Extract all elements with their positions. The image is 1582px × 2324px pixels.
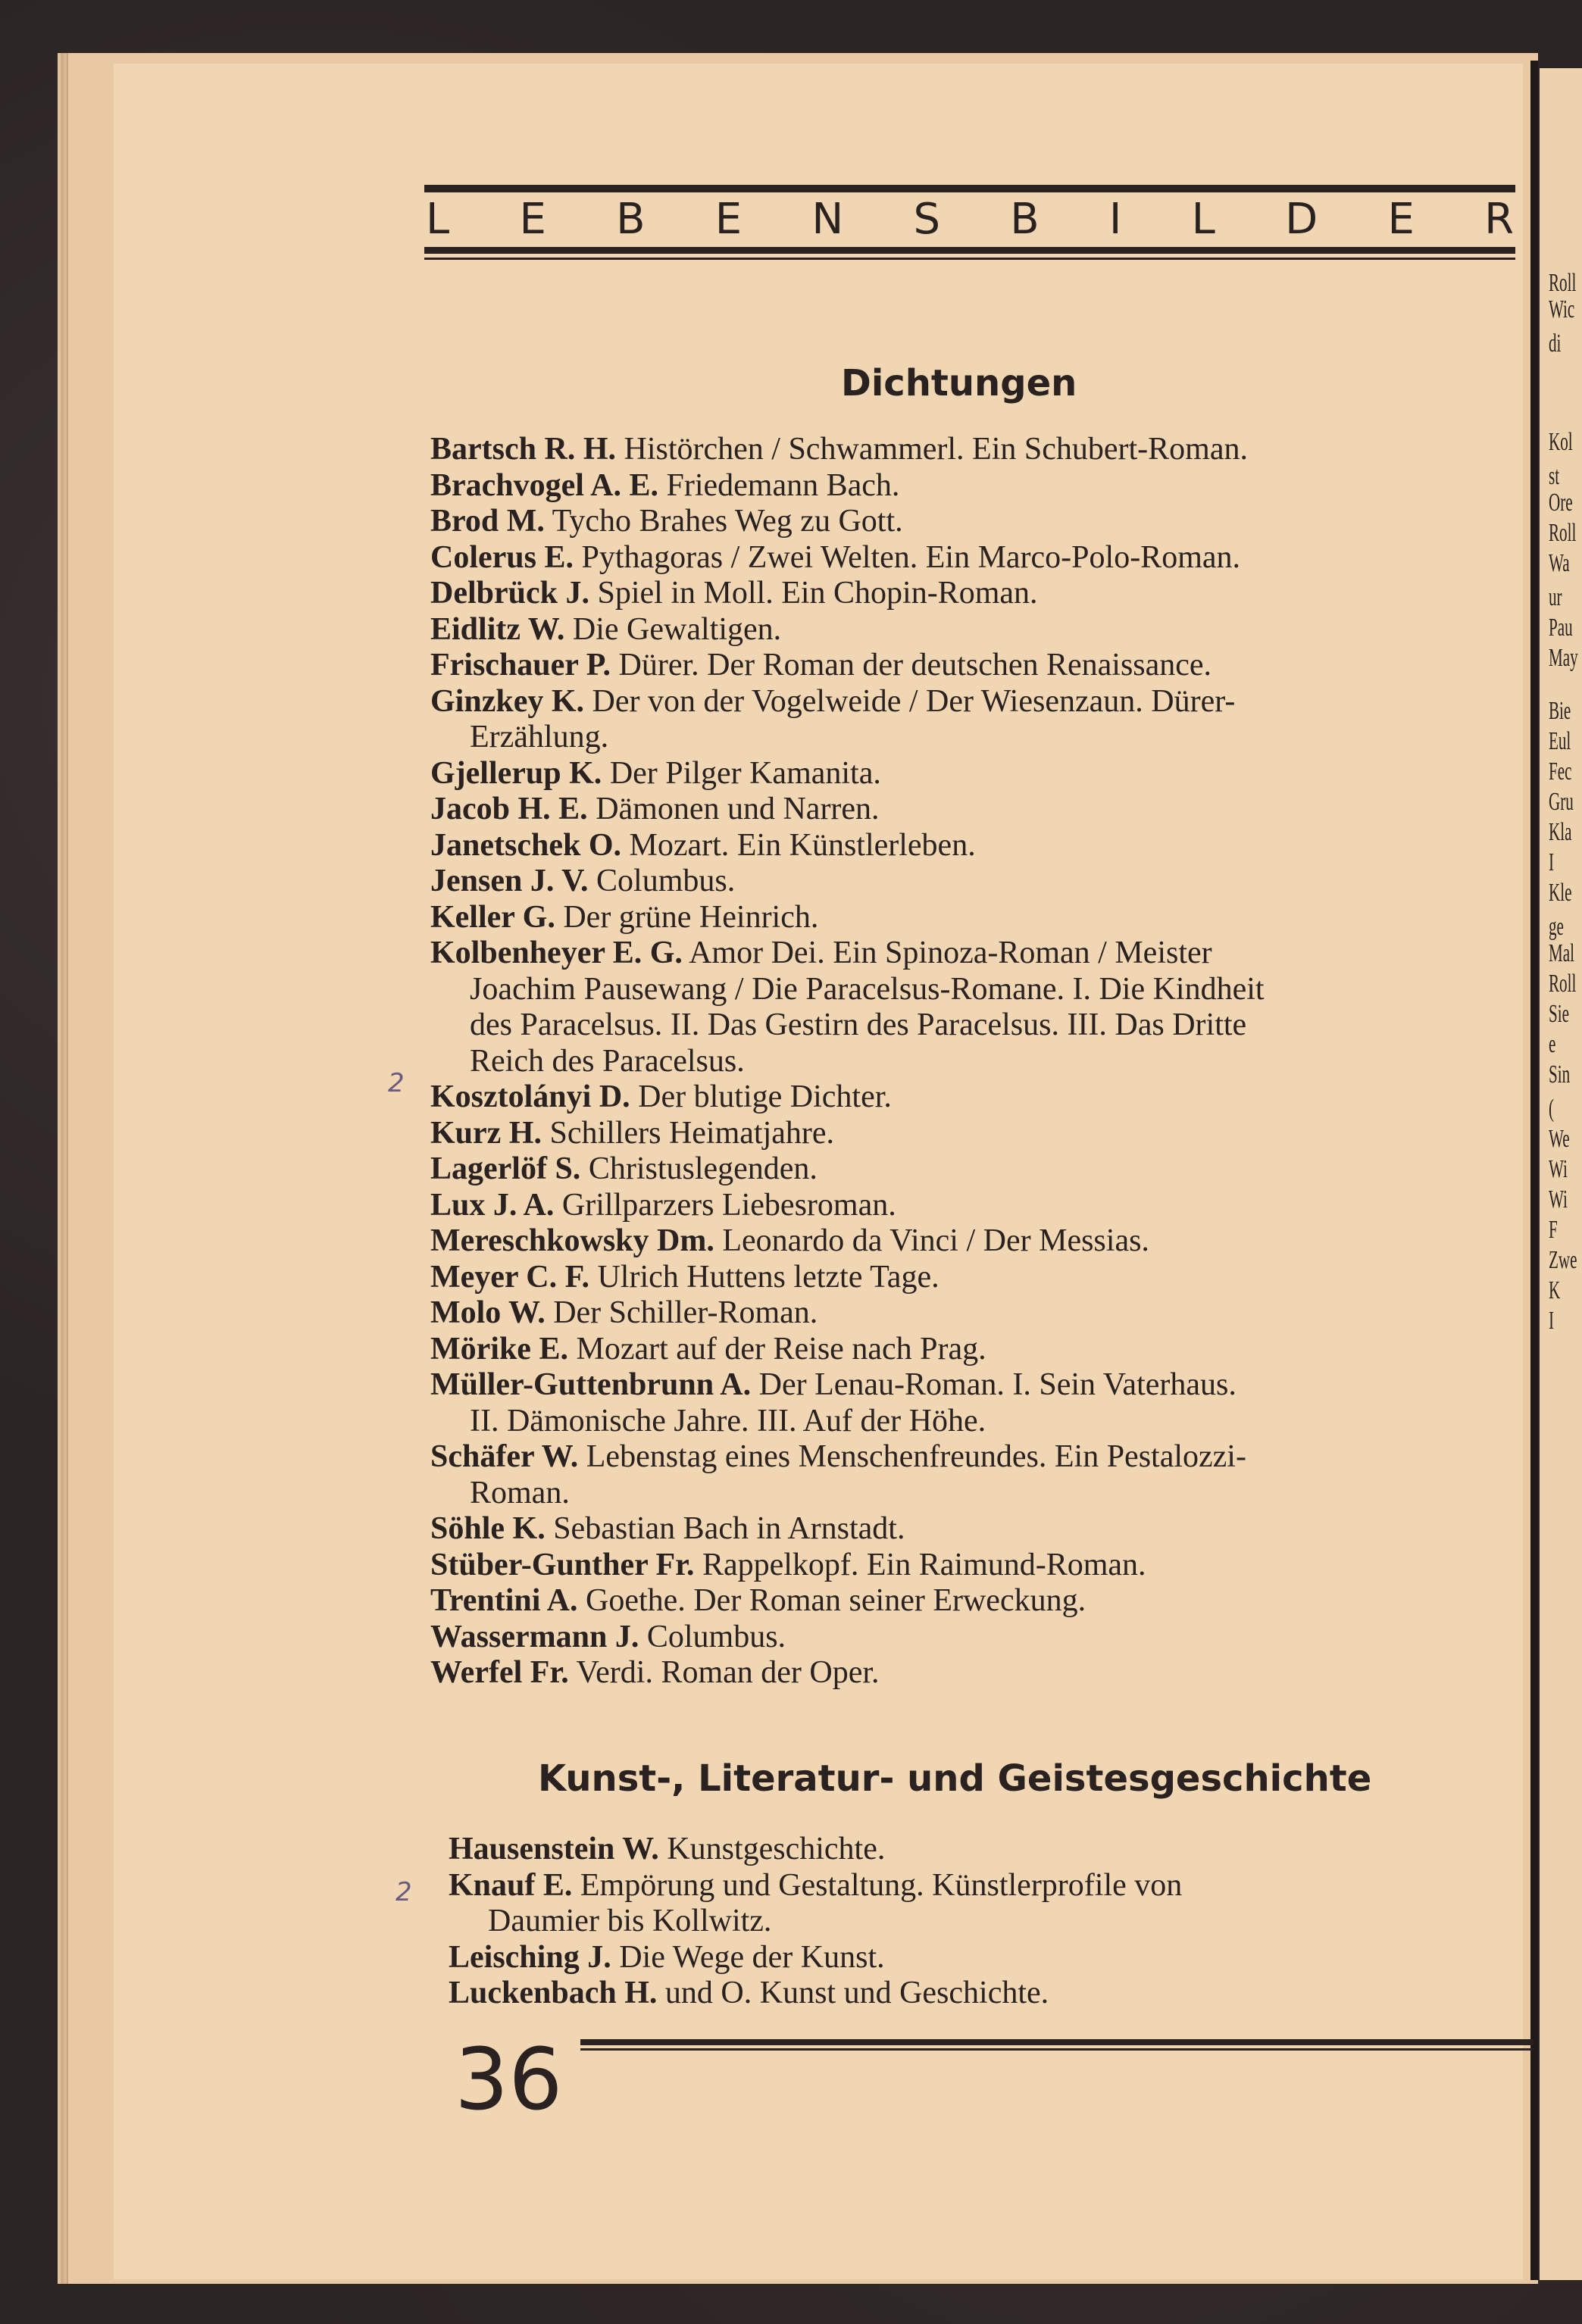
entry-title: Amor Dei. Ein Spinoza-Roman / Meister: [689, 936, 1212, 970]
running-header: [426, 195, 1514, 244]
entry-title: Columbus.: [596, 864, 736, 898]
next-page-text: Roll: [1549, 519, 1577, 547]
entry-author: Hausenstein W.: [449, 1832, 659, 1866]
header-letter: B: [1010, 195, 1040, 244]
entry-author: Wassermann J.: [430, 1619, 639, 1654]
next-page-text: Wi: [1549, 1155, 1568, 1183]
entry-author: Lux J. A.: [430, 1187, 555, 1223]
entry-author: Keller G.: [430, 899, 555, 935]
entry-title: Der grüne Heinrich.: [563, 899, 819, 935]
bibliography-entry: [430, 1151, 1265, 1188]
next-page-text: Kla: [1549, 818, 1572, 846]
entry-title: Lebenstag eines Menschenfreundes. Ein Pestalozzi-: [586, 1439, 1246, 1474]
bibliography-entry: [430, 1548, 1265, 1584]
entry-title: Der Lenau-Roman. I. Sein Vaterhaus.: [758, 1367, 1237, 1402]
bibliography-entry: [430, 1439, 1265, 1511]
next-page-text: K: [1549, 1276, 1561, 1304]
entry-author: Mereschkowsky Dm.: [430, 1223, 714, 1258]
bibliography-entry: [449, 1976, 1182, 2012]
bibliography-entry: [430, 1620, 1265, 1656]
bibliography-entry: [430, 540, 1265, 576]
entry-title: II. Dämonische Jahre. III. Auf der Höhe.: [470, 1403, 986, 1438]
next-page-text: Fec: [1549, 757, 1572, 786]
header-letter: E: [714, 195, 743, 244]
entry-title: Pythagoras / Zwei Welten. Ein Marco-Polo-Roman.: [581, 539, 1241, 575]
header-letter: S: [913, 195, 941, 244]
entry-author: Ginzkey K.: [430, 683, 585, 719]
entry-title: Joachim Pausewang / Die Paracelsus-Romane. I. Die Kindheit: [470, 971, 1265, 1007]
next-page-text: Zwe: [1549, 1246, 1577, 1274]
next-page-text: Wi: [1549, 1185, 1568, 1214]
next-page-text: Gru: [1549, 788, 1574, 816]
entry-title: Erzählung.: [470, 720, 609, 754]
entry-author: Knauf E.: [449, 1867, 573, 1903]
entry-title: Grillparzers Liebesroman.: [561, 1187, 896, 1223]
entry-title: Reich des Paracelsus.: [470, 1043, 745, 1079]
margin-note: 2: [388, 1068, 405, 1098]
entry-title: Friedemann Bach.: [666, 467, 900, 503]
next-page-text: May: [1549, 644, 1578, 672]
entry-title: Schillers Heimatjahre.: [549, 1115, 835, 1151]
next-page-text: Pau: [1549, 614, 1573, 642]
entries-dichtungen: [430, 432, 1265, 1691]
header-letter: I: [1108, 195, 1122, 244]
bibliography-entry: [430, 504, 1265, 540]
next-page-text: di: [1549, 330, 1562, 358]
bibliography-entry: [449, 1868, 1182, 1940]
entry-title: Kunstgeschichte.: [667, 1832, 886, 1866]
bibliography-entry: [430, 1332, 1265, 1368]
entry-author: Bartsch R. H.: [430, 432, 616, 467]
next-page-text: (: [1549, 1095, 1555, 1123]
entries-kunst: [449, 1832, 1182, 2012]
next-page-text: st: [1549, 462, 1560, 490]
entry-author: Trentini A.: [430, 1583, 578, 1618]
entry-author: Brachvogel A. E.: [430, 467, 658, 503]
bibliography-entry: [430, 1367, 1265, 1439]
entry-title: Tycho Brahes Weg zu Gott.: [552, 504, 903, 539]
bibliography-entry: [430, 612, 1265, 648]
next-page-text: Kol: [1549, 428, 1573, 456]
entry-title: Die Gewaltigen.: [572, 611, 782, 647]
header-letter: L: [1191, 195, 1215, 244]
entry-author: Meyer C. F.: [430, 1259, 589, 1295]
entry-author: Janetschek O.: [430, 827, 621, 863]
entry-title: Leonardo da Vinci / Der Messias.: [722, 1223, 1149, 1258]
next-page-text: Bie: [1549, 697, 1571, 725]
entry-author: Lagerlöf S.: [430, 1151, 581, 1186]
bibliography-entry: [430, 900, 1265, 936]
bibliography-entry: [430, 1223, 1265, 1260]
next-page-text: F: [1549, 1216, 1558, 1244]
entry-author: Leisching J.: [449, 1939, 611, 1975]
next-page-text: Roll: [1549, 970, 1577, 998]
margin-note: 2: [396, 1877, 412, 1907]
next-page-text: ge: [1549, 913, 1564, 941]
entry-title: des Paracelsus. II. Das Gestirn des Paracelsus. III. Das Dritte: [470, 1007, 1247, 1042]
header-rule-bottom: [424, 247, 1515, 254]
section-title-kunst: Kunst-, Literatur- und Geistesgeschichte: [538, 1757, 1372, 1800]
bibliography-entry: [430, 468, 1265, 504]
bibliography-entry: [430, 864, 1265, 900]
bibliography-entry: [449, 1940, 1182, 1976]
entry-title: Der Pilger Kamanita.: [609, 755, 881, 791]
bibliography-entry: [430, 756, 1265, 792]
entry-author: Gjellerup K.: [430, 755, 602, 791]
entry-author: Jensen J. V.: [430, 864, 589, 898]
next-page-text: Wic: [1549, 295, 1575, 323]
entry-title: Christuslegenden.: [588, 1151, 818, 1186]
header-letter: L: [426, 195, 450, 244]
next-page-fragment: [1538, 68, 1582, 2280]
bibliography-entry: [430, 936, 1265, 1079]
next-page-text: Eul: [1549, 727, 1571, 755]
entry-author: Kolbenheyer E. G.: [430, 936, 683, 970]
entry-title: Sebastian Bach in Arnstadt.: [553, 1511, 905, 1546]
entry-title: Der blutige Dichter.: [638, 1079, 892, 1114]
entry-title: Rappelkopf. Ein Raimund-Roman.: [702, 1547, 1146, 1582]
entry-author: Müller-Guttenbrunn A.: [430, 1367, 752, 1402]
entry-title: und O. Kunst und Geschichte.: [664, 1976, 1049, 2010]
bibliography-entry: [430, 1188, 1265, 1224]
header-letter: E: [519, 195, 546, 244]
entry-author: Eidlitz W.: [430, 611, 565, 647]
entry-title: Der Schiller-Roman.: [553, 1295, 818, 1330]
bibliography-entry: [430, 1295, 1265, 1332]
entry-author: Jacob H. E.: [430, 792, 588, 826]
entry-author: Kosztolányi D.: [430, 1079, 630, 1114]
next-page-text: Wa: [1549, 549, 1570, 577]
next-page-text: Mal: [1549, 939, 1574, 967]
bibliography-entry: [430, 1655, 1265, 1691]
header-letter: R: [1484, 195, 1514, 244]
next-page-text: Sie: [1549, 1000, 1569, 1028]
next-page-text: ur: [1549, 583, 1562, 611]
next-page-text: I: [1549, 848, 1555, 876]
entry-title: Der von der Vogelweide / Der Wiesenzaun. Dürer-: [592, 683, 1236, 719]
footer-rule: [580, 2039, 1534, 2045]
entry-title: Mozart. Ein Künstlerleben.: [629, 827, 976, 863]
entry-author: Mörike E.: [430, 1331, 568, 1367]
entry-title: Die Wege der Kunst.: [619, 1939, 885, 1975]
header-rule-top: [424, 185, 1515, 192]
header-letter: E: [1387, 195, 1415, 244]
bibliography-entry: [430, 1079, 1265, 1116]
book-gutter: [1530, 61, 1538, 2280]
bibliography-entry: [430, 1511, 1265, 1548]
entry-title: Empörung und Gestaltung. Künstlerprofile von: [580, 1867, 1183, 1903]
entry-title: Roman.: [470, 1475, 570, 1510]
bibliography-entry: [430, 1116, 1265, 1152]
bibliography-entry: [430, 792, 1265, 828]
header-letter: B: [616, 195, 646, 244]
bibliography-entry: [430, 432, 1265, 468]
next-page-text: Ore: [1549, 489, 1573, 517]
entry-author: Colerus E.: [430, 539, 574, 575]
entry-author: Brod M.: [430, 504, 545, 539]
entry-author: Molo W.: [430, 1295, 546, 1330]
header-letter: D: [1285, 195, 1318, 244]
next-page-text: Sin: [1549, 1060, 1571, 1089]
entry-title: Daumier bis Kollwitz.: [488, 1904, 772, 1938]
entry-title: Histörchen / Schwammerl. Ein Schubert-Roman.: [624, 432, 1248, 467]
entry-author: Luckenbach H.: [449, 1976, 658, 2010]
next-page-text: I: [1549, 1307, 1555, 1335]
footer-rule-thin: [580, 2048, 1534, 2051]
next-page-text: Roll: [1549, 269, 1577, 297]
page-number: 36: [455, 2031, 563, 2129]
bibliography-entry: [430, 1260, 1265, 1296]
entry-title: Ulrich Huttens letzte Tage.: [597, 1259, 940, 1295]
entry-author: Söhle K.: [430, 1511, 546, 1546]
bibliography-entry: [430, 828, 1265, 864]
header-letter: N: [811, 195, 844, 244]
entry-title: Spiel in Moll. Ein Chopin-Roman.: [597, 576, 1038, 611]
bibliography-entry: [430, 684, 1265, 756]
entry-author: Schäfer W.: [430, 1439, 579, 1474]
entry-title: Dämonen und Narren.: [596, 792, 880, 826]
entry-author: Delbrück J.: [430, 576, 589, 611]
bibliography-entry: [430, 1583, 1265, 1620]
entry-title: Dürer. Der Roman der deutschen Renaissance.: [618, 648, 1212, 683]
header-rule-bottom-thin: [424, 258, 1515, 260]
entry-title: Verdi. Roman der Oper.: [576, 1655, 880, 1690]
bibliography-entry: [430, 576, 1265, 612]
bibliography-entry: [430, 648, 1265, 684]
entry-title: Goethe. Der Roman seiner Erweckung.: [585, 1583, 1086, 1618]
next-page-text: We: [1549, 1125, 1570, 1153]
entry-author: Frischauer P.: [430, 648, 611, 683]
entry-title: Mozart auf der Reise nach Prag.: [576, 1331, 986, 1367]
section-title-dichtungen: Dichtungen: [841, 362, 1077, 405]
entry-author: Stüber-Gunther Fr.: [430, 1547, 695, 1582]
entry-author: Werfel Fr.: [430, 1655, 569, 1690]
next-page-text: e: [1549, 1030, 1556, 1058]
entry-author: Kurz H.: [430, 1115, 542, 1151]
entry-title: Columbus.: [646, 1619, 786, 1654]
bibliography-entry: [449, 1832, 1182, 1868]
next-page-text: Kle: [1549, 879, 1572, 907]
